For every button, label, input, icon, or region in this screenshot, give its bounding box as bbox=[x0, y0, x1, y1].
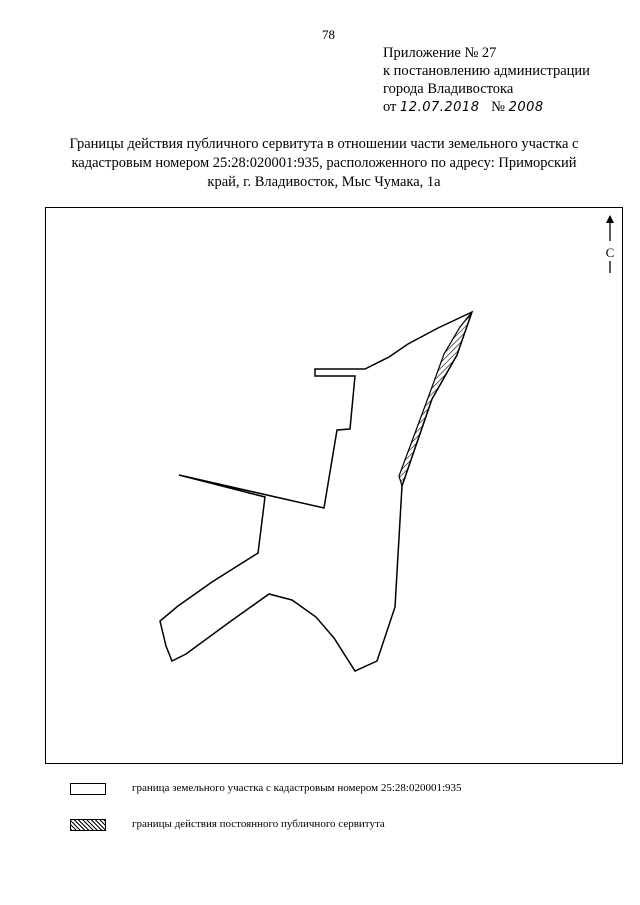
map-frame bbox=[45, 207, 623, 764]
title-line-3: край, г. Владивосток, Мыс Чумака, 1а bbox=[207, 174, 441, 190]
legend-box-hatched bbox=[70, 819, 106, 831]
date-prefix: от bbox=[383, 99, 397, 115]
legend-box-empty bbox=[70, 783, 106, 795]
page-number: 78 bbox=[322, 27, 335, 42]
appendix-line-3: города Владивостока bbox=[383, 81, 514, 97]
handwritten-date: 12.07.2018 bbox=[400, 100, 480, 115]
document-title bbox=[60, 135, 588, 192]
title-line-1: Границы действия публичного сервитута в отношении части земельного участка с bbox=[69, 136, 579, 152]
north-label: С bbox=[605, 245, 615, 260]
land-plot-boundary bbox=[160, 312, 472, 671]
handwritten-number: 2008 bbox=[508, 100, 544, 115]
appendix-line-1: Приложение № 27 bbox=[383, 45, 497, 61]
plot-scheme bbox=[46, 208, 621, 762]
appendix-date-line bbox=[383, 98, 590, 117]
legend-label: граница земельного участка с кадастровым номером 25:28:020001:935 bbox=[132, 782, 462, 794]
north-indicator bbox=[603, 215, 617, 277]
appendix-line-2: к постановлению администрации bbox=[383, 63, 590, 79]
number-prefix: № bbox=[491, 99, 505, 115]
servitude-strip bbox=[399, 312, 472, 486]
north-tail-icon bbox=[603, 261, 617, 273]
legend-label: границы действия постоянного публичного сервитута bbox=[132, 818, 385, 830]
appendix-block bbox=[383, 44, 590, 117]
north-arrow-icon bbox=[603, 215, 617, 241]
title-line-2: кадастровым номером 25:28:020001:935, расположенного по адресу: Приморский bbox=[71, 155, 577, 171]
